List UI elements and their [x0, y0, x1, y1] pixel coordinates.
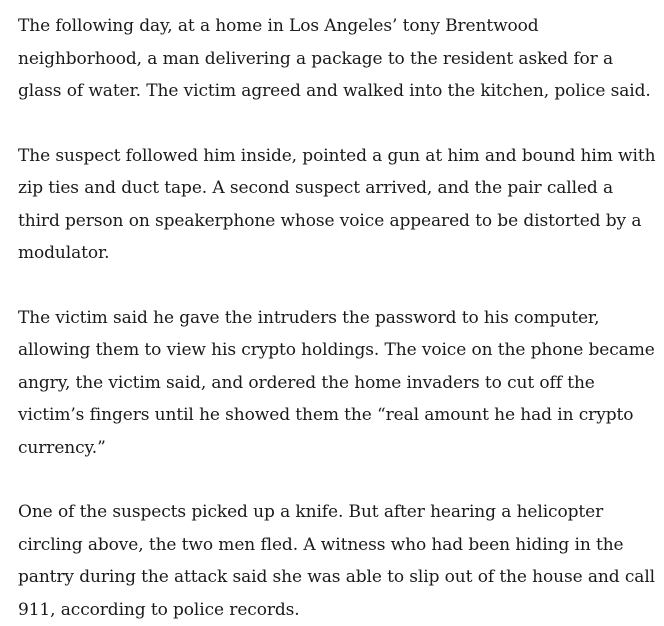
article-paragraph-2: The suspect followed him inside, pointed a gun at him and bound him with zip ties and duct tape. A second suspect arrived, and the pair called a third person on speakerphone whose voice appeared to be distorted by a modulator. — [18, 145, 656, 263]
article-paragraph-1: The following day, at a home in Los Angeles’ tony Brentwood neighborhood, a man delivering a package to the resident asked for a glass of water. The victim agreed and walked into the kitchen, police said. — [18, 16, 651, 101]
article-paragraph-3: The victim said he gave the intruders the password to his computer, allowing them to view his crypto holdings. The voice on the phone became angry, the victim said, and ordered the home invaders to cut off the victim’s fingers until he showed them the “real amount he had in crypto currency.” — [18, 307, 655, 458]
article-body — [18, 10, 658, 626]
article-paragraph-4: One of the suspects picked up a knife. But after hearing a helicopter circling above, the two men fled. A witness who had been hiding in the pantry during the attack said she was able to slip out of the house and call 911, according to police records. — [18, 502, 655, 620]
